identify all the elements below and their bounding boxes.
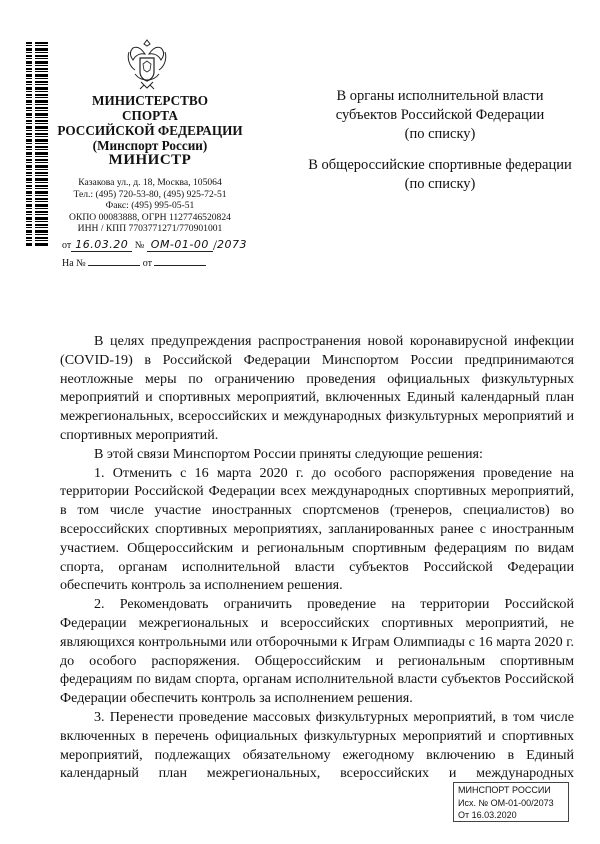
registration-stamp (453, 782, 569, 822)
addressee-line-1: В органы исполнительной власти (336, 88, 544, 104)
coat-of-arms-icon (125, 38, 169, 92)
paragraph-decisions-lead: В этой связи Минспортом России приняты следующие решения: (94, 445, 483, 462)
position-title: МИНИСТР (108, 152, 192, 168)
ministry-line-2: СПОРТА (122, 108, 178, 123)
inn-line: ИНН / КПП 7703771271/770901001 (77, 223, 223, 235)
address-line: Казакова ул., д. 18, Москва, 105064 (78, 177, 222, 188)
reg-no-label: № (134, 240, 145, 251)
outgoing-registration-line: от 16.03.20 № ОМ-01-00 /2073 (62, 238, 248, 254)
paragraph-decision-3: 3. Перенести проведение массовых физкультурных мероприятий, в том числе включенных в перечень официальных физкультурных мероприятий и спортивных мероприятий, подлежащих обязательному ежегодному включению в Единый календарный план межрегиональных, всероссийских и международных (60, 708, 574, 782)
ref-from-label: от (142, 258, 152, 269)
stamp-date: От 16.03.2020 (458, 810, 517, 820)
stamp-outgoing-number: Исх. № ОМ-01-00/2073 (458, 797, 554, 808)
addressee-line-5: (по списку) (404, 176, 476, 192)
letter-body (60, 332, 574, 783)
reg-number-suffix: 2073 (217, 238, 248, 251)
ministry-line-1: МИНИСТЕРСТВО (92, 93, 208, 108)
barcode (26, 42, 48, 247)
addressee-block (305, 87, 575, 194)
ref-no-label: На № (62, 258, 86, 269)
phone-line: Тел.: (495) 720-53-80, (495) 925-72-51 (73, 188, 227, 200)
contact-info (50, 177, 250, 235)
paragraph-decision-1: 1. Отменить с 16 марта 2020 г. до особого распоряжения проведение на территории Российской Федерации всех международных спортивных мероприятий, в том числе участие иностранных спортсменов (тренеров, специалистов) во всероссийских спортивных мероприятиях, запланированных ранее с иностранным участием. Общероссийским и региональным спортивным федерациям по видам спорта, органам исполнительной власти субъектов Российской Федерации обеспечить контроль за исполнением решения. (60, 464, 574, 594)
addressee-line-2: субъектов Российской Федерации (335, 107, 545, 123)
ministry-name (50, 93, 250, 153)
paragraph-intro: В целях предупреждения распространения новой коронавирусной инфекции (COVID-19) в Российской Федерации Минспортом России предпринимаются неотложные меры по ограничению проведения официальных физкультурных мероприятий и спортивных мероприятий, включенных Единый календарный план межрегиональных, всероссийских и международных физкультурных мероприятий и спортивных мероприятий. (60, 333, 574, 443)
ministry-line-3: РОССИЙСКОЙ ФЕДЕРАЦИИ (57, 123, 243, 138)
addressee-line-3: (по списку) (404, 126, 476, 142)
reg-number: ОМ-01-00 (147, 238, 213, 252)
fax-line: Факс: (495) 995-05-51 (105, 200, 195, 212)
ref-date-blank (154, 256, 206, 266)
stamp-org: МИНСПОРТ РОССИИ (458, 785, 551, 795)
reg-from-label: от (62, 240, 72, 251)
ref-number-blank (88, 256, 140, 266)
ministry-short-name: (Минспорт России) (92, 138, 208, 153)
okpo-line: ОКПО 00083888, ОГРН 1127746520824 (69, 211, 231, 223)
incoming-reference-line (62, 256, 206, 269)
reg-date: 16.03.20 (71, 238, 132, 252)
addressee-line-4: В общероссийские спортивные федерации (308, 157, 572, 173)
paragraph-decision-2: 2. Рекомендовать ограничить проведение на территории Российской Федерации межрегиональных и всероссийских спортивных мероприятий, не являющихся контрольными или отборочными к Играм Олимпиады с 16 марта 2020 г. до особого распоряжения. Общероссийским и региональным спортивным федерациям по видам спорта, органам исполнительной власти субъектов Российской Федерации обеспечить контроль за исполнением решения. (60, 596, 574, 707)
